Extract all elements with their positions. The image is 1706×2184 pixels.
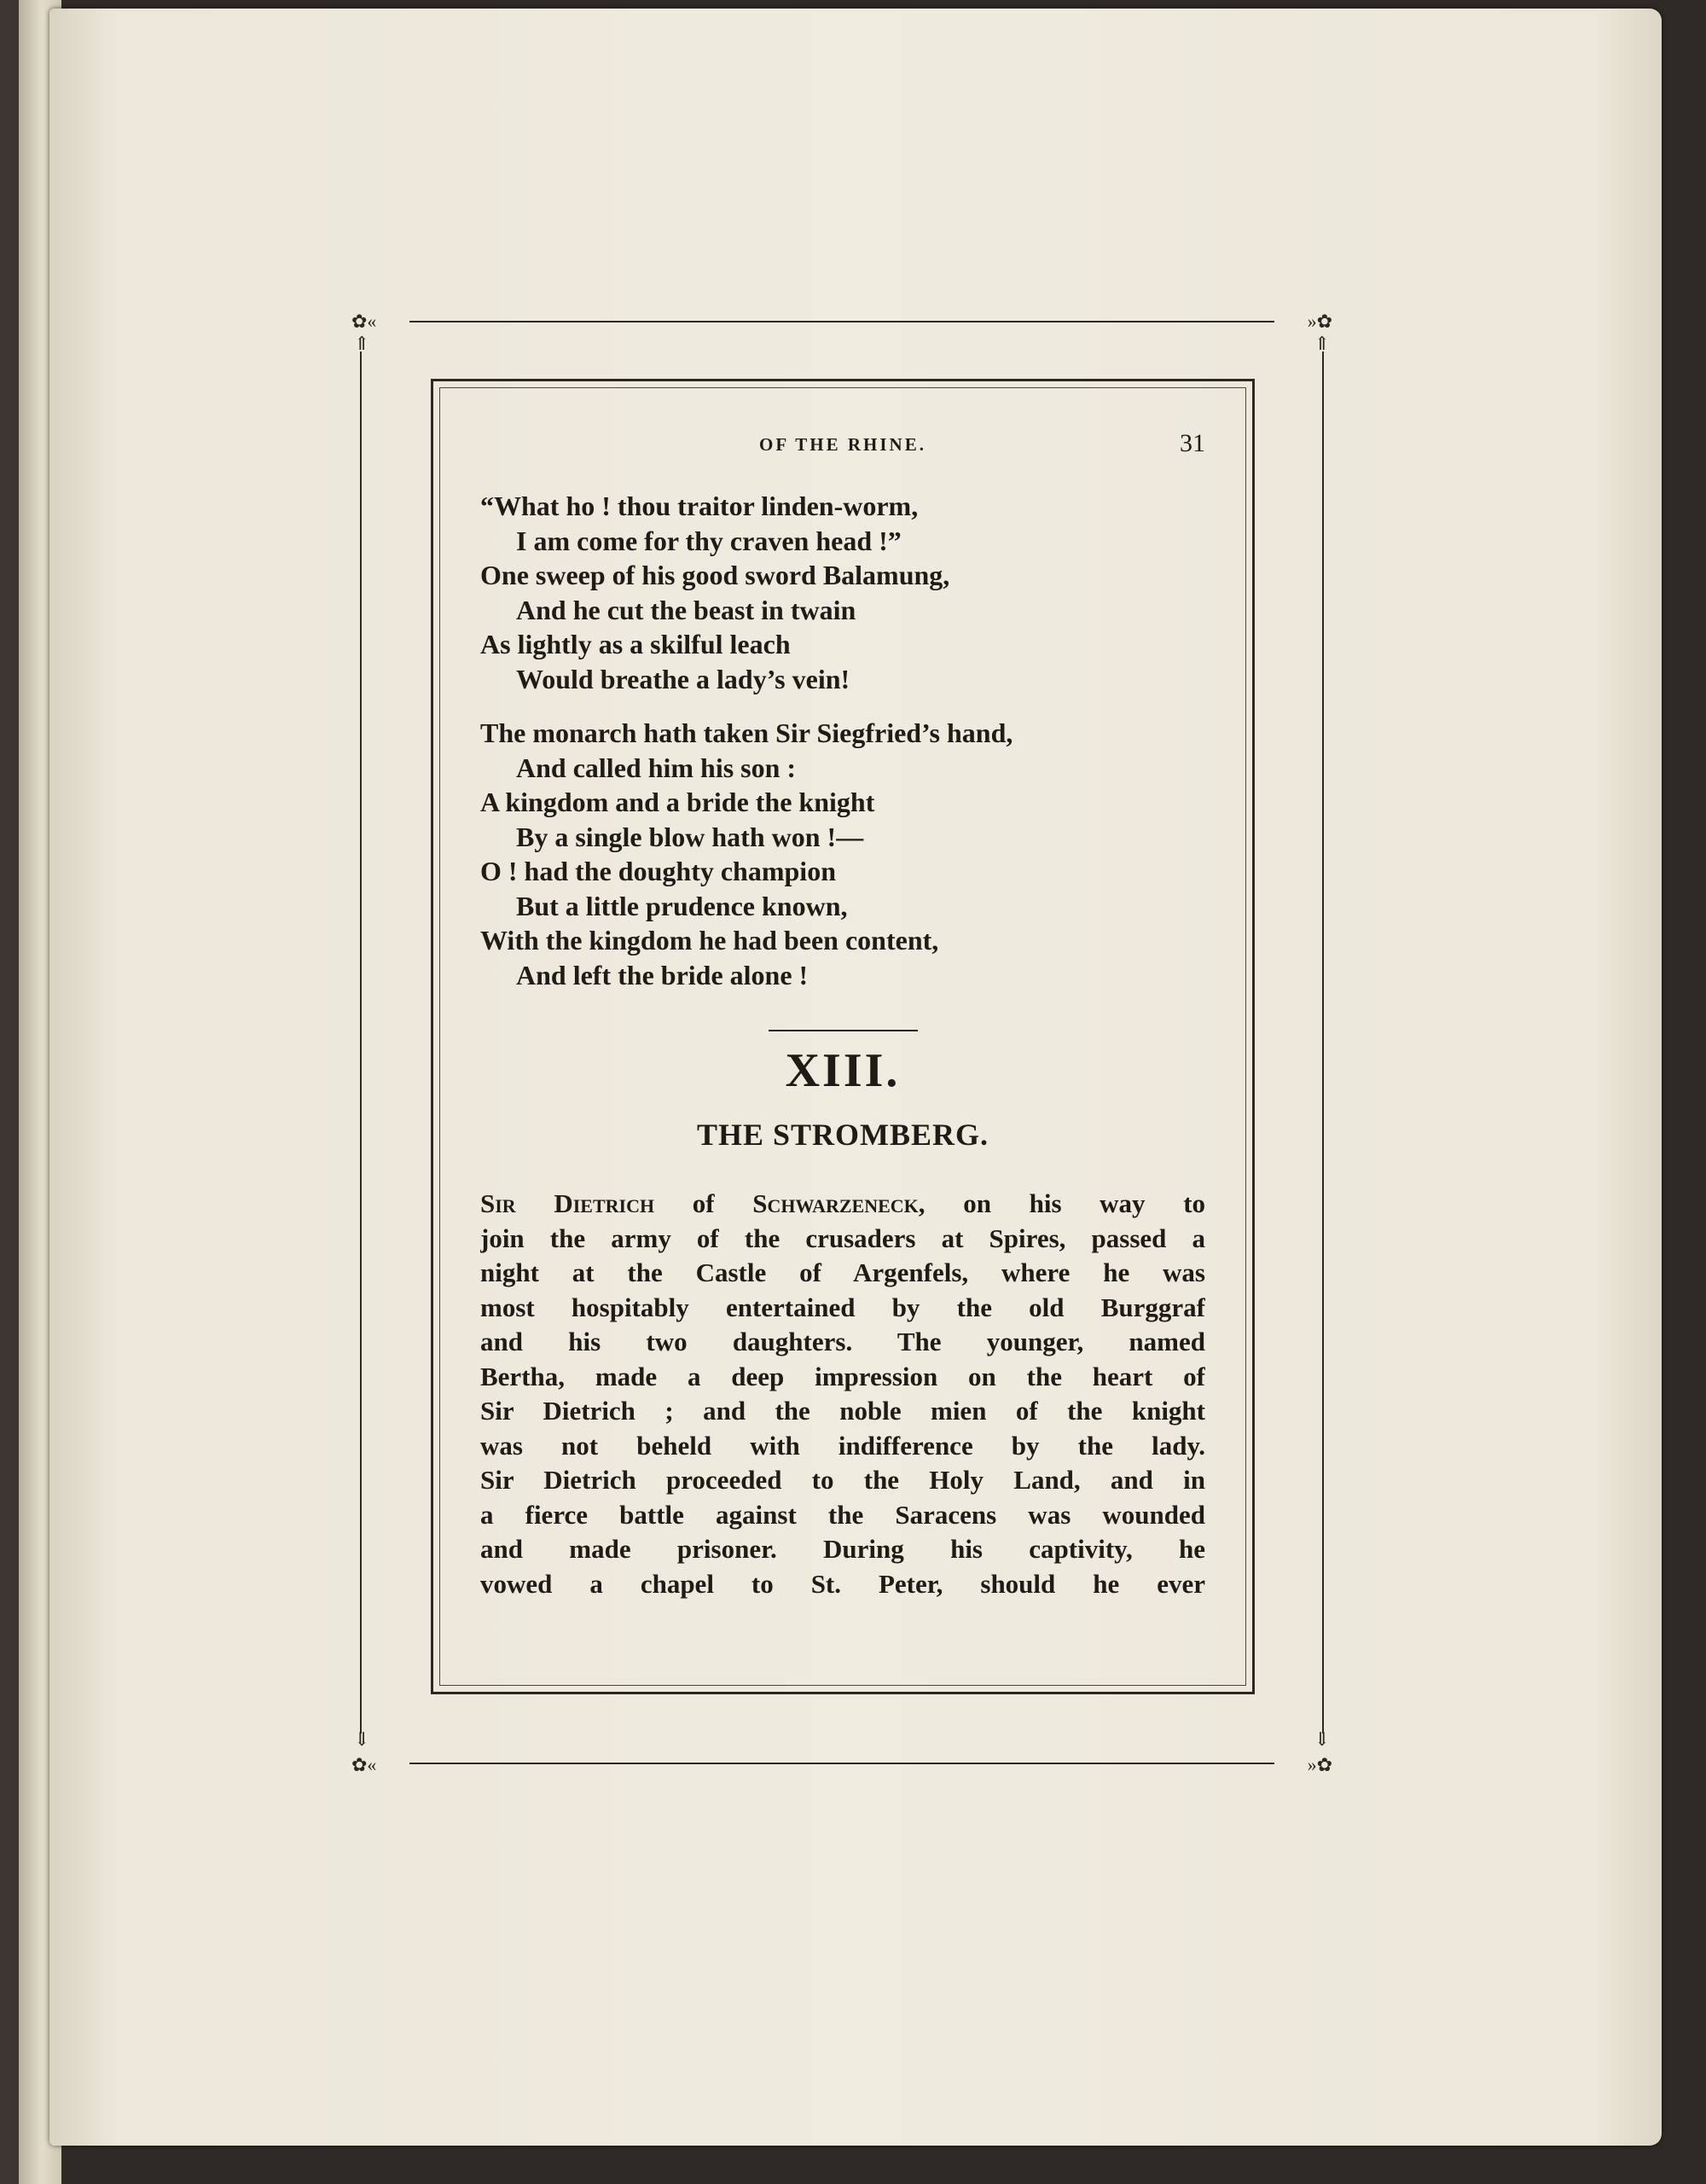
- arrow-up-ornament-icon: ⇑: [1314, 333, 1330, 354]
- stanza: [480, 489, 1205, 696]
- prose-line: Sir Dietrich of Schwarzeneck, on his way to: [480, 1188, 1205, 1218]
- verse-line: And called him his son :: [516, 752, 797, 783]
- character-name: Sir Dietrich: [480, 1188, 655, 1218]
- verse-line: O ! had the doughty champion: [480, 856, 836, 886]
- prose-line: join the army of the crusaders at Spires, passed a: [480, 1223, 1205, 1253]
- verse-line: A kingdom and a bride the knight: [480, 787, 875, 817]
- verse-line: I am come for thy craven head !”: [516, 525, 902, 556]
- prose-line: vowed a chapel to St. Peter, should he ever: [480, 1568, 1205, 1599]
- prose-line: and made prisoner. During his captivity, he: [480, 1534, 1205, 1564]
- book-spine: [0, 0, 19, 2184]
- prose-paragraph: [480, 1187, 1205, 1601]
- arrow-up-ornament-icon: ⇑: [354, 333, 370, 354]
- corner-ornament-icon: ✿«: [351, 311, 377, 332]
- page-number: 31: [1180, 429, 1205, 457]
- verse-line: The monarch hath taken Sir Siegfried’s hand,: [480, 717, 1013, 748]
- corner-ornament-icon: »✿: [1307, 311, 1332, 332]
- corner-ornament-icon: ✿«: [351, 1754, 377, 1775]
- verse-line: One sweep of his good sword Balamung,: [480, 560, 950, 590]
- chapter-title: THE STROMBERG.: [696, 1118, 989, 1152]
- place-name: Schwarzeneck: [752, 1188, 919, 1218]
- prose-line: Sir Dietrich proceeded to the Holy Land, and in: [480, 1465, 1205, 1495]
- prose-line: and his two daughters. The younger, named: [480, 1327, 1205, 1356]
- verse-line: Would breathe a lady’s vein!: [516, 663, 850, 694]
- page-content: [480, 431, 1205, 1601]
- verse-line: As lightly as a skilful leach: [480, 629, 791, 659]
- running-head-title: OF THE RHINE.: [759, 434, 926, 455]
- prose-line: was not beheld with indifference by the lady.: [480, 1430, 1205, 1461]
- prose-line: Sir Dietrich ; and the noble mien of the knight: [480, 1396, 1205, 1426]
- verse-line: But a little prudence known,: [516, 890, 848, 921]
- prose-line: most hospitably entertained by the old Burggraf: [480, 1292, 1205, 1322]
- prose-line: Bertha, made a deep impression on the heart of: [480, 1361, 1205, 1391]
- verse-line: “What ho ! thou traitor linden-worm,: [480, 491, 919, 521]
- corner-ornament-icon: »✿: [1307, 1754, 1332, 1775]
- prose-line: a fierce battle against the Saracens was wounded: [480, 1499, 1205, 1530]
- section-divider: [769, 1030, 918, 1031]
- verse-line: And left the bride alone !: [516, 959, 809, 990]
- verse-line: By a single blow hath won !—: [516, 821, 864, 852]
- prose-line: night at the Castle of Argenfels, where he was: [480, 1258, 1205, 1287]
- verse-line: And he cut the beast in twain: [516, 594, 856, 625]
- poem: [480, 489, 1205, 992]
- arrow-down-ornament-icon: ⇓: [354, 1728, 370, 1750]
- chapter-number: XIII.: [785, 1044, 901, 1097]
- running-head: [480, 431, 1205, 465]
- stanza: [480, 716, 1205, 992]
- verse-line: With the kingdom he had been content,: [480, 925, 939, 956]
- arrow-down-ornament-icon: ⇓: [1314, 1728, 1330, 1750]
